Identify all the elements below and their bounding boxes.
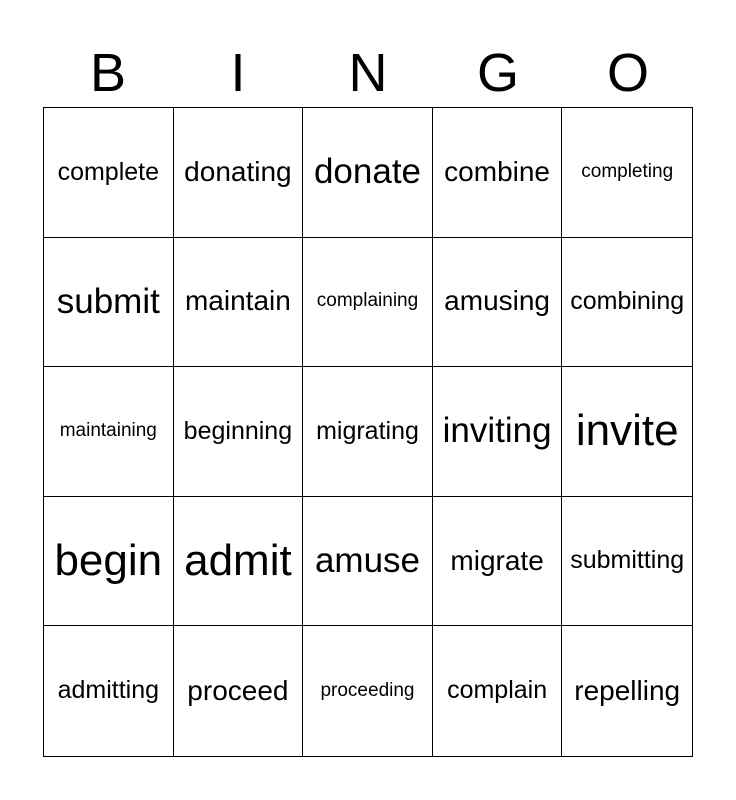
bingo-cell[interactable]: begin — [44, 497, 174, 627]
bingo-cell[interactable]: completing — [562, 108, 692, 238]
bingo-cell[interactable]: repelling — [574, 674, 681, 706]
bingo-cell[interactable]: beginning — [174, 367, 304, 497]
bingo-cell[interactable]: amusing — [433, 238, 563, 368]
bingo-cell[interactable]: proceed — [174, 626, 304, 756]
header-letter-b: B — [89, 43, 127, 103]
bingo-cell[interactable]: donate — [303, 108, 433, 238]
bingo-cell[interactable]: submitting — [562, 497, 692, 627]
bingo-cell[interactable]: complain — [433, 626, 563, 756]
bingo-cell[interactable]: invite — [562, 367, 692, 497]
header-letter-g: G — [476, 43, 519, 103]
bingo-cell[interactable]: maintain — [174, 238, 304, 368]
bingo-cell[interactable]: migrate — [433, 497, 563, 627]
header-letter-n: N — [348, 43, 388, 103]
bingo-cell[interactable]: submit — [44, 238, 174, 368]
header-letter-o: O — [606, 43, 649, 103]
header-letter-i: I — [230, 43, 246, 103]
bingo-cell[interactable]: admit — [174, 497, 304, 627]
bingo-cell[interactable]: amuse — [303, 497, 433, 627]
bingo-board — [43, 107, 693, 757]
bingo-cell[interactable]: migrating — [303, 367, 433, 497]
bingo-cell[interactable]: proceeding — [303, 626, 433, 756]
bingo-cell[interactable]: inviting — [433, 367, 563, 497]
bingo-cell[interactable]: combine — [433, 108, 563, 238]
bingo-cell[interactable]: complaining — [303, 238, 433, 368]
bingo-cell[interactable]: donating — [174, 108, 304, 238]
bingo-cell[interactable]: complete — [44, 108, 174, 238]
bingo-header — [43, 40, 693, 106]
bingo-cell[interactable]: maintaining — [44, 367, 174, 497]
bingo-cell[interactable]: combining — [562, 238, 692, 368]
bingo-cell[interactable]: admitting — [44, 626, 174, 756]
